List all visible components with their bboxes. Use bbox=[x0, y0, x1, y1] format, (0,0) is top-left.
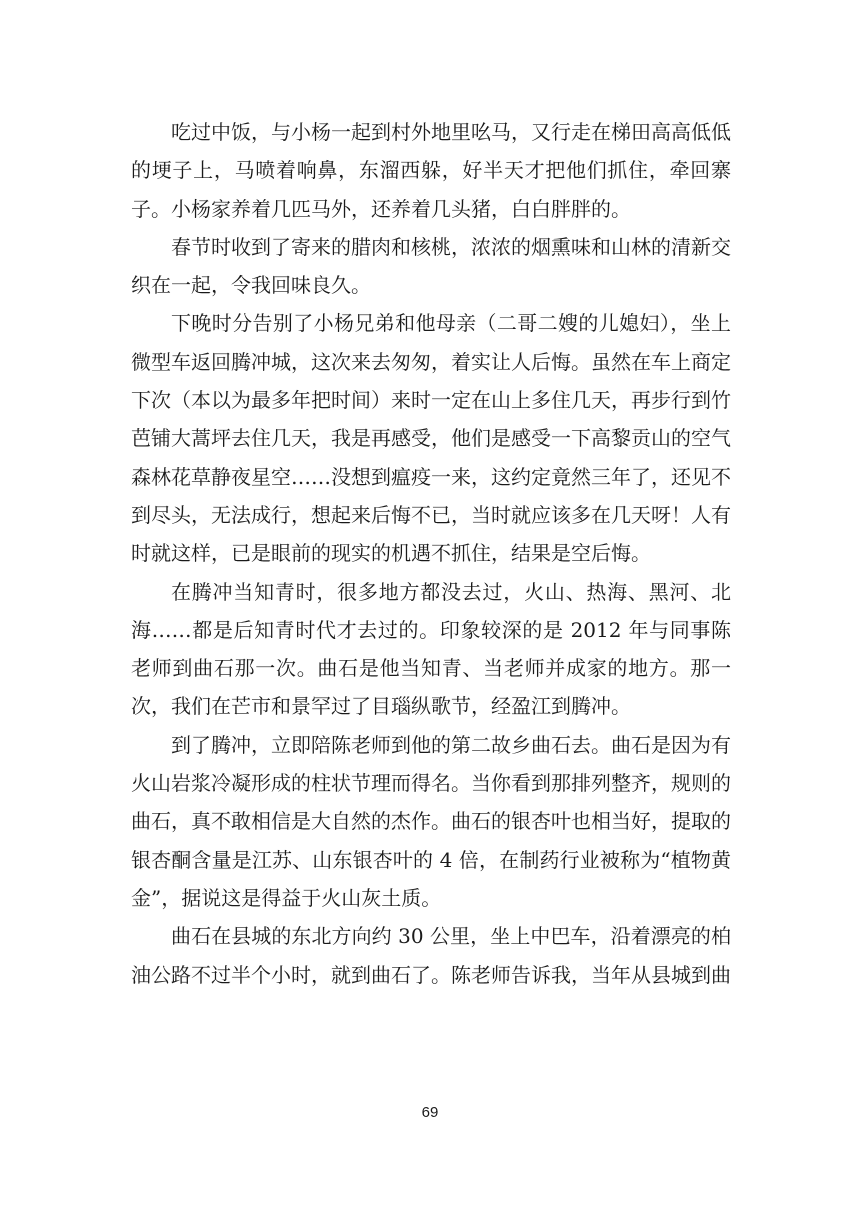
paragraph-6: 曲石在县城的东北方向约 30 公里，坐上中巴车，沿着漂亮的柏油公路不过半个小时，就到曲石了。陈老师告诉我，当年从县城到曲 bbox=[131, 924, 731, 987]
paragraph-5: 到了腾冲，立即陪陈老师到他的第二故乡曲石去。曲石是因为有火山岩浆冷凝形成的柱状节理而得名。当你看到那排列整齐，规则的曲石，真不敢相信是大自然的杰作。曲石的银杏叶也相当好，提取的银杏酮含量是江苏、山东银杏叶的 4 倍，在制药行业被称为“植物黄金”，据说这是得益于火山灰土质。 bbox=[131, 732, 731, 910]
paragraph-2: 春节时收到了寄来的腊肉和核桃，浓浓的烟熏味和山林的清新交织在一起，令我回味良久。 bbox=[131, 234, 731, 298]
body-text bbox=[131, 113, 731, 994]
paragraph-3: 下晚时分告别了小杨兄弟和他母亲（二哥二嫂的儿媳妇），坐上微型车返回腾冲城，这次来去匆匆，着实让人后悔。虽然在车上商定下次（本以为最多年把时间）来时一定在山上多住几天，再步行到竹芭铺大蒿坪去住几天，我是再感受，他们是感受一下高黎贡山的空气森林花草静夜星空……没想到瘟疫一来，这约定竟然三年了，还见不到尽头，无法成行，想起来后悔不已，当时就应该多在几天呀！人有时就这样，已是眼前的现实的机遇不抓住，结果是空后悔。 bbox=[131, 311, 731, 566]
paragraph-1: 吃过中饭，与小杨一起到村外地里吆马，又行走在梯田高高低低的埂子上，马喷着响鼻，东溜西躲，好半天才把他们抓住，牵回寨子。小杨家养着几匹马外，还养着几头猪，白白胖胖的。 bbox=[131, 120, 731, 221]
paragraph-4: 在腾冲当知青时，很多地方都没去过，火山、热海、黑河、北海……都是后知青时代才去过的。印象较深的是 2012 年与同事陈老师到曲石那一次。曲石是他当知青、当老师并成家的地方。那一次，我们在芒市和景罕过了目瑙纵歌节，经盈江到腾冲。 bbox=[131, 579, 731, 719]
page-number: 69 bbox=[421, 1104, 439, 1121]
